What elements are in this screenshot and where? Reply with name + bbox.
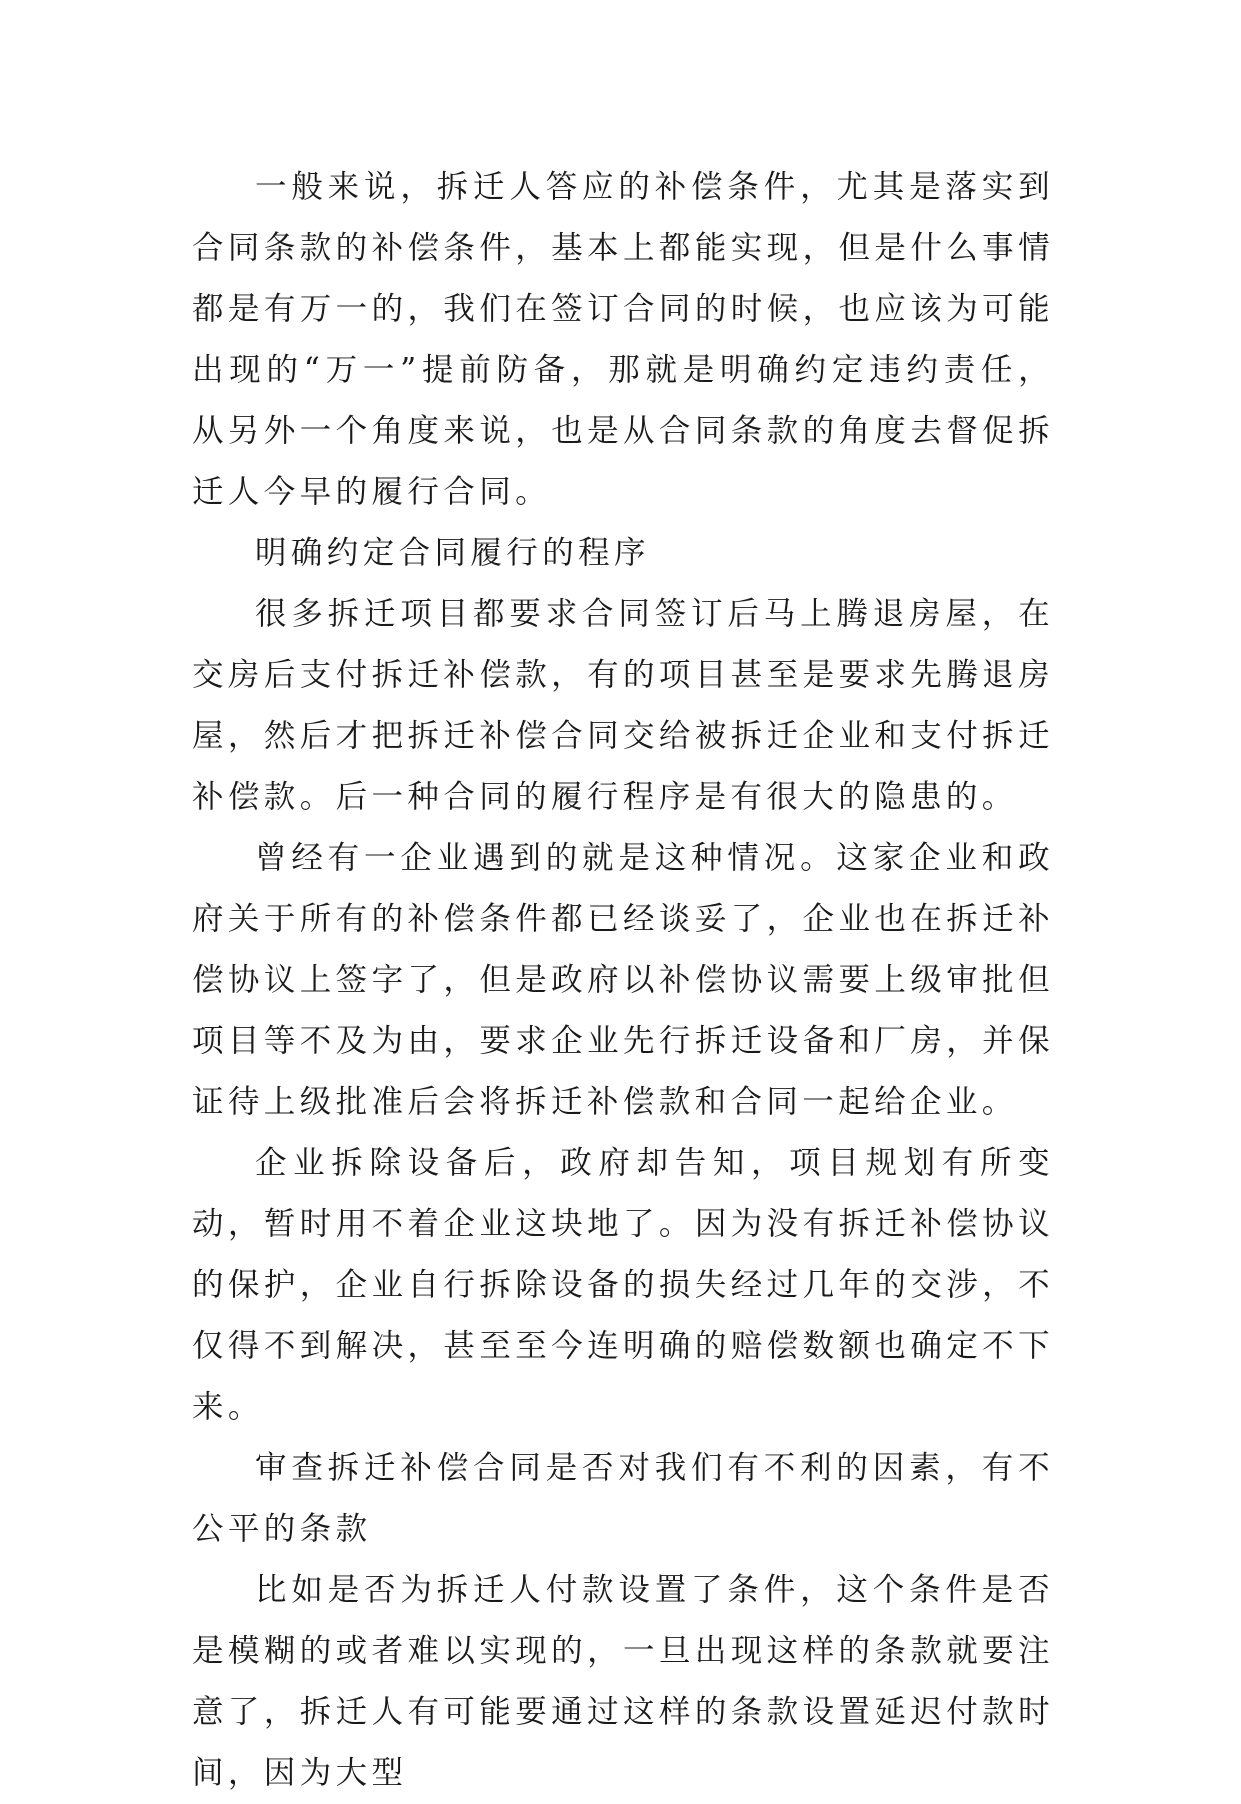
heading-unfair-terms: 审查拆迁补偿合同是否对我们有不利的因素，有不公平的条款 <box>192 1450 1054 1547</box>
document-body <box>192 157 1054 1804</box>
paragraph-case-example: 曾经有一企业遇到的就是这种情况。这家企业和政府关于所有的补偿条件都已经谈妥了，企业也在拆迁补偿协议上签字了，但是政府以补偿协议需要上级审批但项目等不及为由，要求企业先行拆迁设备和厂房，并保证待上级批准后会将拆迁补偿款和合同一起给企业。 <box>192 840 1054 1120</box>
heading-performance-procedure: 明确约定合同履行的程序 <box>255 535 650 571</box>
paragraph-liability: 一般来说，拆迁人答应的补偿条件，尤其是落实到合同条款的补偿条件，基本上都能实现，但是什么事情都是有万一的，我们在签订合同的时候，也应该为可能出现的“万一”提前防备，那就是明确约定违约责任，从另外一个角度来说，也是从合同条款的角度去督促拆迁人今早的履行合同。 <box>192 169 1054 510</box>
paragraph-vacate-first: 很多拆迁项目都要求合同签订后马上腾退房屋，在交房后支付拆迁补偿款，有的项目甚至是要求先腾退房屋，然后才把拆迁补偿合同交给被拆迁企业和支付拆迁补偿款。后一种合同的履行程序是有很大的隐患的。 <box>192 596 1054 815</box>
paragraph-case-outcome: 企业拆除设备后，政府却告知，项目规划有所变动，暂时用不着企业这块地了。因为没有拆迁补偿协议的保护，企业自行拆除设备的损失经过几年的交涉，不仅得不到解决，甚至至今连明确的赔偿数额也确定不下来。 <box>192 1145 1054 1425</box>
paragraph-payment-conditions: 比如是否为拆迁人付款设置了条件，这个条件是否是模糊的或者难以实现的，一旦出现这样的条款就要注意了，拆迁人有可能要通过这样的条款设置延迟付款时间，因为大型 <box>192 1572 1054 1791</box>
